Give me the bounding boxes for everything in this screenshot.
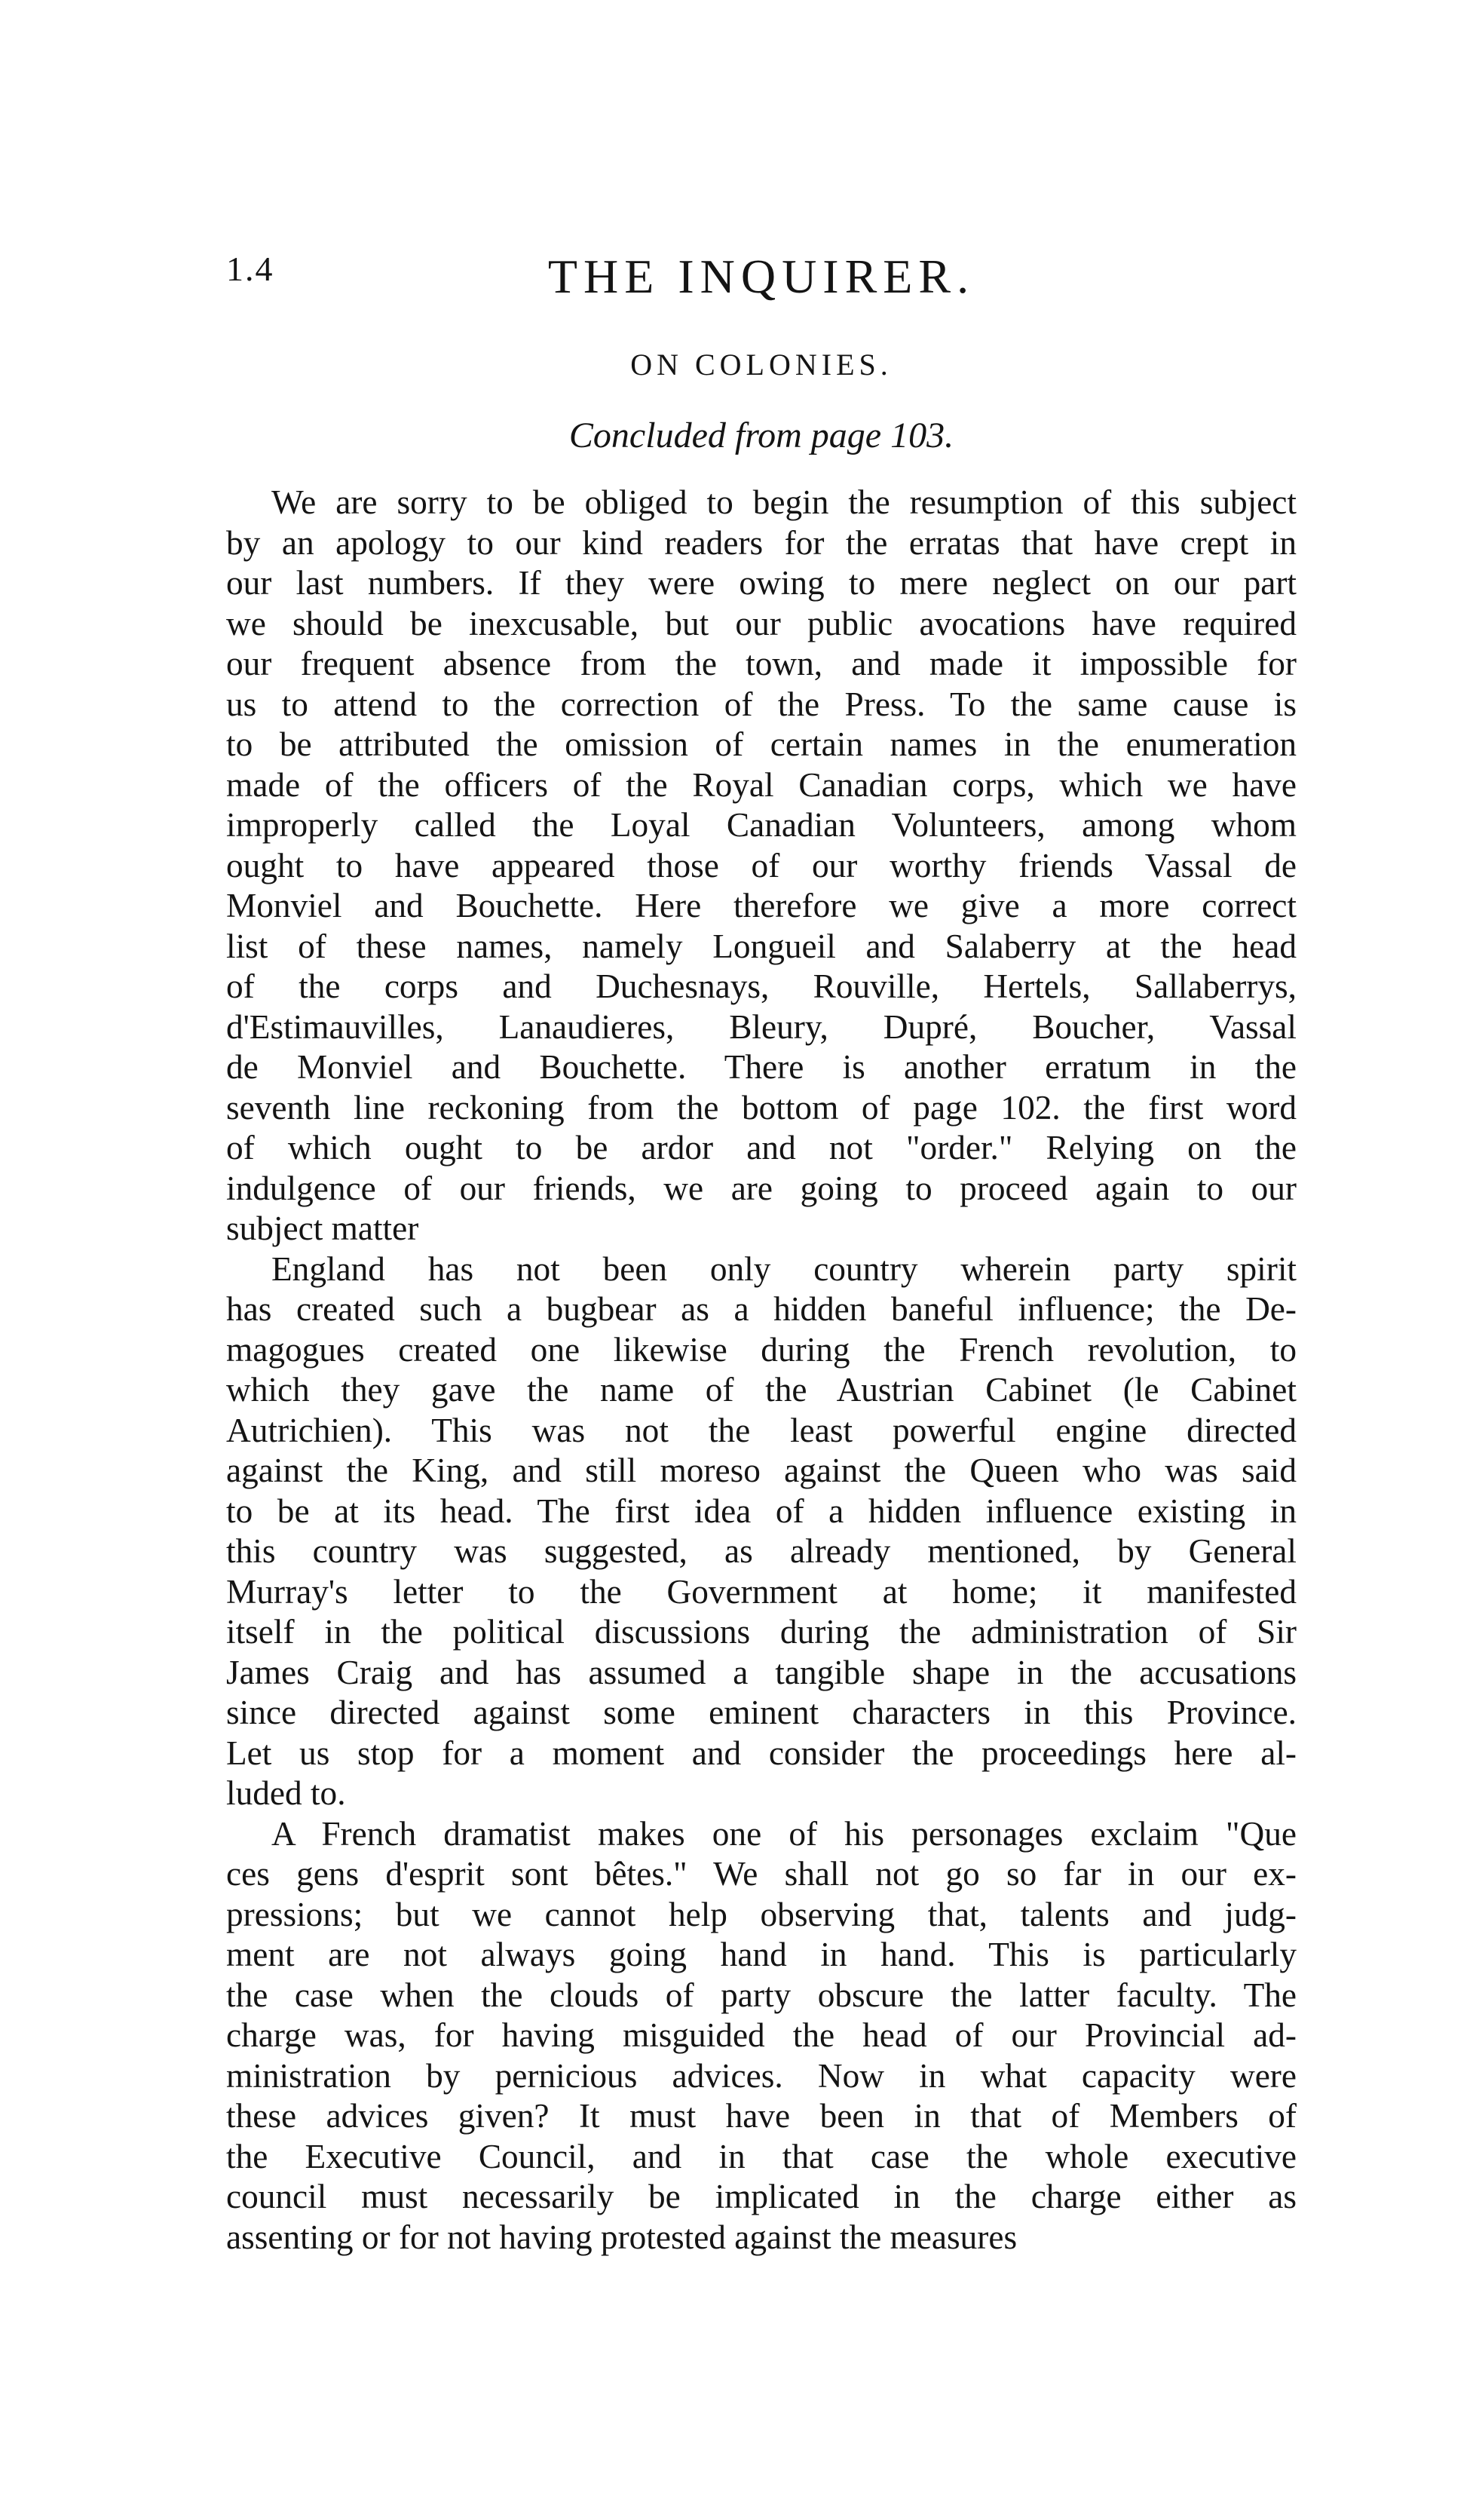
text-line: by an apology to our kind readers for the erratas that have crept in	[226, 523, 1297, 562]
article-body	[226, 483, 1297, 2258]
text-line: improperly called the Loyal Canadian Volunteers, among whom	[226, 806, 1297, 844]
text-line: the case when the clouds of party obscure the latter faculty. The	[226, 1976, 1297, 2014]
text-line: our frequent absence from the town, and made it impossible for	[226, 645, 1297, 682]
text-line: magogues created one likewise during the French revolution, to	[226, 1330, 1297, 1369]
text-line: d'Estimauvilles, Lanaudieres, Bleury, Dupré, Boucher, Vassal	[226, 1007, 1297, 1046]
text-line: ment are not always going hand in hand. This is particularly	[226, 1936, 1297, 1973]
text-line: seventh line reckoning from the bottom of page 102. the first word	[226, 1088, 1297, 1127]
text-line: We are sorry to be obliged to begin the resumption of this subject	[271, 483, 1297, 521]
text-line: A French dramatist makes one of his personages exclaim "Que	[271, 1814, 1297, 1853]
text-line: us to attend to the correction of the Press. To the same cause is	[226, 685, 1297, 723]
text-line: to be at its head. The first idea of a hidden influence existing in	[226, 1491, 1297, 1530]
text-line: list of these names, namely Longueil and Salaberry at the head	[226, 927, 1297, 965]
text-line: against the King, and still moreso against the Queen who was said	[226, 1452, 1297, 1489]
text-line: council must necessarily be implicated in the charge either as	[226, 2178, 1297, 2215]
text-line: made of the officers of the Royal Canadian corps, which we have	[226, 765, 1297, 804]
running-head: THE INQUIRER.	[547, 250, 975, 303]
text-line: itself in the political discussions during the administration of Sir	[226, 1613, 1297, 1651]
text-line: which they gave the name of the Austrian Cabinet (le Cabinet	[226, 1371, 1297, 1409]
text-line: indulgence of our friends, we are going to proceed again to our	[226, 1169, 1297, 1207]
text-line: ministration by pernicious advices. Now in what capacity were	[226, 2056, 1297, 2095]
text-line: of the corps and Duchesnays, Rouville, Hertels, Sallaberrys,	[226, 967, 1297, 1005]
text-line: assenting or for not having protested against the measures	[226, 2218, 1018, 2256]
paragraph-2	[226, 1249, 1297, 1814]
text-line: charge was, for having misguided the head of our Provincial ad-	[226, 2016, 1297, 2054]
paragraph-3	[226, 1814, 1297, 2258]
text-line: subject matter	[226, 1209, 419, 1247]
text-line: James Craig and has assumed a tangible shape in the accusations	[226, 1653, 1297, 1691]
text-line: Murray's letter to the Government at home; it manifested	[226, 1572, 1297, 1611]
text-line: luded to.	[226, 1774, 346, 1812]
text-line: Autrichien). This was not the least powerful engine directed	[226, 1411, 1297, 1449]
paragraph-1	[226, 483, 1297, 1249]
continuation-text: Concluded from page 103.	[568, 415, 954, 455]
text-line: this country was suggested, as already mentioned, by General	[226, 1532, 1297, 1570]
text-line: we should be inexcusable, but our public avocations have required	[226, 604, 1297, 642]
text-line: since directed against some eminent characters in this Province.	[226, 1694, 1297, 1731]
text-line: ces gens d'esprit sont bêtes." We shall not go so far in our ex-	[226, 1855, 1297, 1893]
text-line: England has not been only country wherein party spirit	[271, 1249, 1297, 1288]
text-line: Monviel and Bouchette. Here therefore we give a more correct	[226, 887, 1297, 924]
text-line: de Monviel and Bouchette. There is another erratum in the	[226, 1048, 1297, 1086]
text-line: the Executive Council, and in that case the whole executive	[226, 2137, 1297, 2175]
page-number: 1.4	[226, 250, 274, 288]
page-header	[226, 249, 1297, 309]
continuation-note	[226, 415, 1297, 456]
section-title: ON COLONIES.	[630, 348, 893, 382]
text-line: of which ought to be ardor and not "order." Relying on the	[226, 1129, 1297, 1166]
text-line: pressions; but we cannot help observing that, talents and judg-	[226, 1895, 1297, 1933]
text-line: ought to have appeared those of our worthy friends Vassal de	[226, 846, 1297, 884]
text-line: our last numbers. If they were owing to mere neglect on our part	[226, 564, 1297, 602]
text-line: to be attributed the omission of certain names in the enumeration	[226, 725, 1297, 763]
text-line: these advices given? It must have been in that of Members of	[226, 2097, 1297, 2135]
text-line: has created such a bugbear as a hidden baneful influence; the De-	[226, 1290, 1297, 1328]
text-line: Let us stop for a moment and consider the proceedings here al-	[226, 1734, 1297, 1772]
